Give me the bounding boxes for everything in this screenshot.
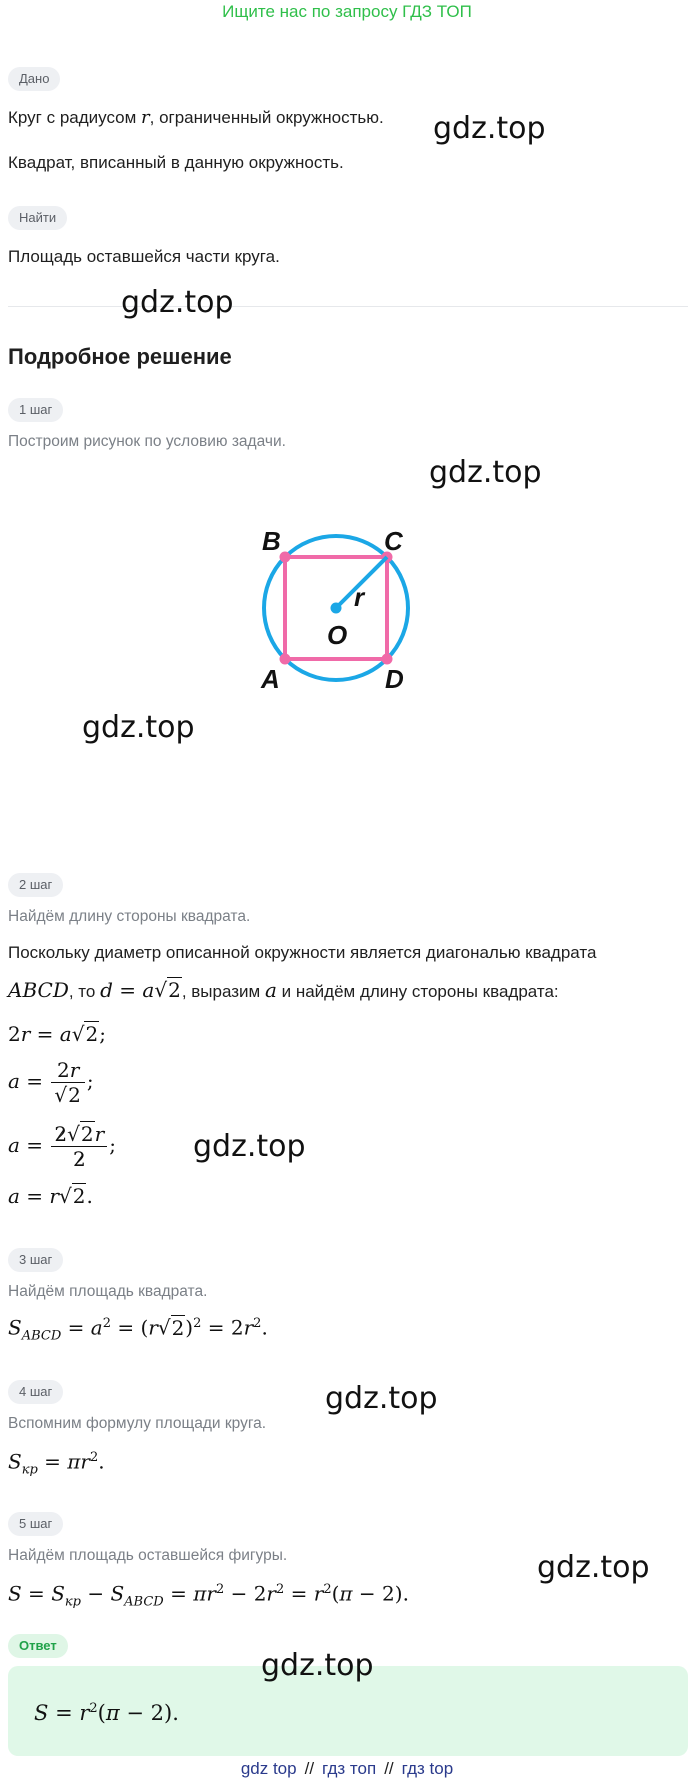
step3-chip: 3 шаг: [8, 1248, 63, 1272]
watermark: gdz.top: [82, 710, 195, 745]
label-r: r: [354, 582, 365, 612]
step2-chip: 2 шаг: [8, 873, 63, 897]
equation-remaining-area: $S = S_{кр} - S_{ABCD} = \pi r^2 - 2r^2 = r^2(\pi - 2)$.: [8, 1581, 409, 1610]
solution-heading: Подробное решение: [8, 344, 232, 369]
watermark: gdz.top: [193, 1129, 306, 1164]
footer-link-gdz-top-mixed[interactable]: гдз top: [401, 1759, 454, 1778]
label-o: O: [327, 620, 348, 650]
step4-text: Вспомним формулу площади круга.: [8, 1415, 267, 1432]
step5-chip: 5 шаг: [8, 1512, 63, 1536]
label-c: C: [384, 526, 403, 556]
formula-diagonal: d = a√2: [100, 978, 181, 1002]
step2-text: Найдём длину стороны квадрата.: [8, 908, 251, 925]
circle-square-figure: [254, 520, 434, 690]
step5-text: Найдём площадь оставшейся фигуры.: [8, 1547, 288, 1564]
vertex-b: [280, 552, 291, 563]
footer-link-gdz-top[interactable]: gdz top: [240, 1759, 297, 1778]
step1-chip: 1 шаг: [8, 398, 63, 422]
vertex-d: [382, 654, 393, 665]
given-chip: Дано: [8, 67, 60, 91]
vertex-a: [280, 654, 291, 665]
step1-text: Построим рисунок по условию задачи.: [8, 433, 286, 450]
find-line: Площадь оставшейся части круга.: [8, 247, 280, 266]
watermark: gdz.top: [433, 111, 546, 146]
equation-circle-area: $S_{кр} = \pi r^2$.: [8, 1449, 105, 1478]
find-chip: Найти: [8, 206, 67, 230]
label-a: A: [261, 664, 280, 690]
step4-chip: 4 шаг: [8, 1380, 63, 1404]
watermark: gdz.top: [429, 455, 542, 490]
given-line-1: Круг с радиусом r, ограниченный окружностью.: [8, 107, 384, 128]
watermark: gdz.top: [537, 1550, 650, 1585]
divider: [8, 306, 688, 307]
label-d: D: [385, 664, 404, 690]
answer-formula: $S = r^2(\pi - 2)$.: [34, 1701, 179, 1725]
step3-text: Найдём площадь квадрата.: [8, 1283, 208, 1300]
footer-links: gdz top // гдз топ // гдз top: [240, 1759, 454, 1778]
center-point: [331, 603, 342, 614]
equation-2: a = $\frac{2r}{√2}$ ;: [8, 1058, 94, 1107]
step2-paragraph-1: Поскольку диаметр описанной окружности является диагональю квадрата: [8, 943, 597, 962]
watermark: gdz.top: [325, 1381, 438, 1416]
label-b: B: [262, 526, 281, 556]
var-a: a: [264, 978, 277, 1002]
equation-3: a = $\frac{2√2r}{2}$ ;: [8, 1122, 116, 1171]
watermark: gdz.top: [261, 1648, 374, 1683]
equation-1: 2r = a√2;: [8, 1022, 106, 1046]
answer-chip: Ответ: [8, 1634, 68, 1658]
watermark: gdz.top: [121, 285, 234, 320]
given-line-2: Квадрат, вписанный в данную окружность.: [8, 153, 344, 172]
footer-link-gdz-top-ru[interactable]: гдз топ: [322, 1759, 377, 1778]
step2-paragraph-2: ABCD, то d = a√2, выразим a и найдём длину стороны квадрата:: [8, 978, 559, 1002]
top-banner: Ищите нас по запросу ГДЗ ТОП: [222, 2, 472, 21]
equation-4: a = r√2.: [8, 1184, 93, 1208]
equation-square-area: $S_{ABCD} = a^2 = (r√2)^2 = 2r^2$.: [8, 1315, 268, 1344]
